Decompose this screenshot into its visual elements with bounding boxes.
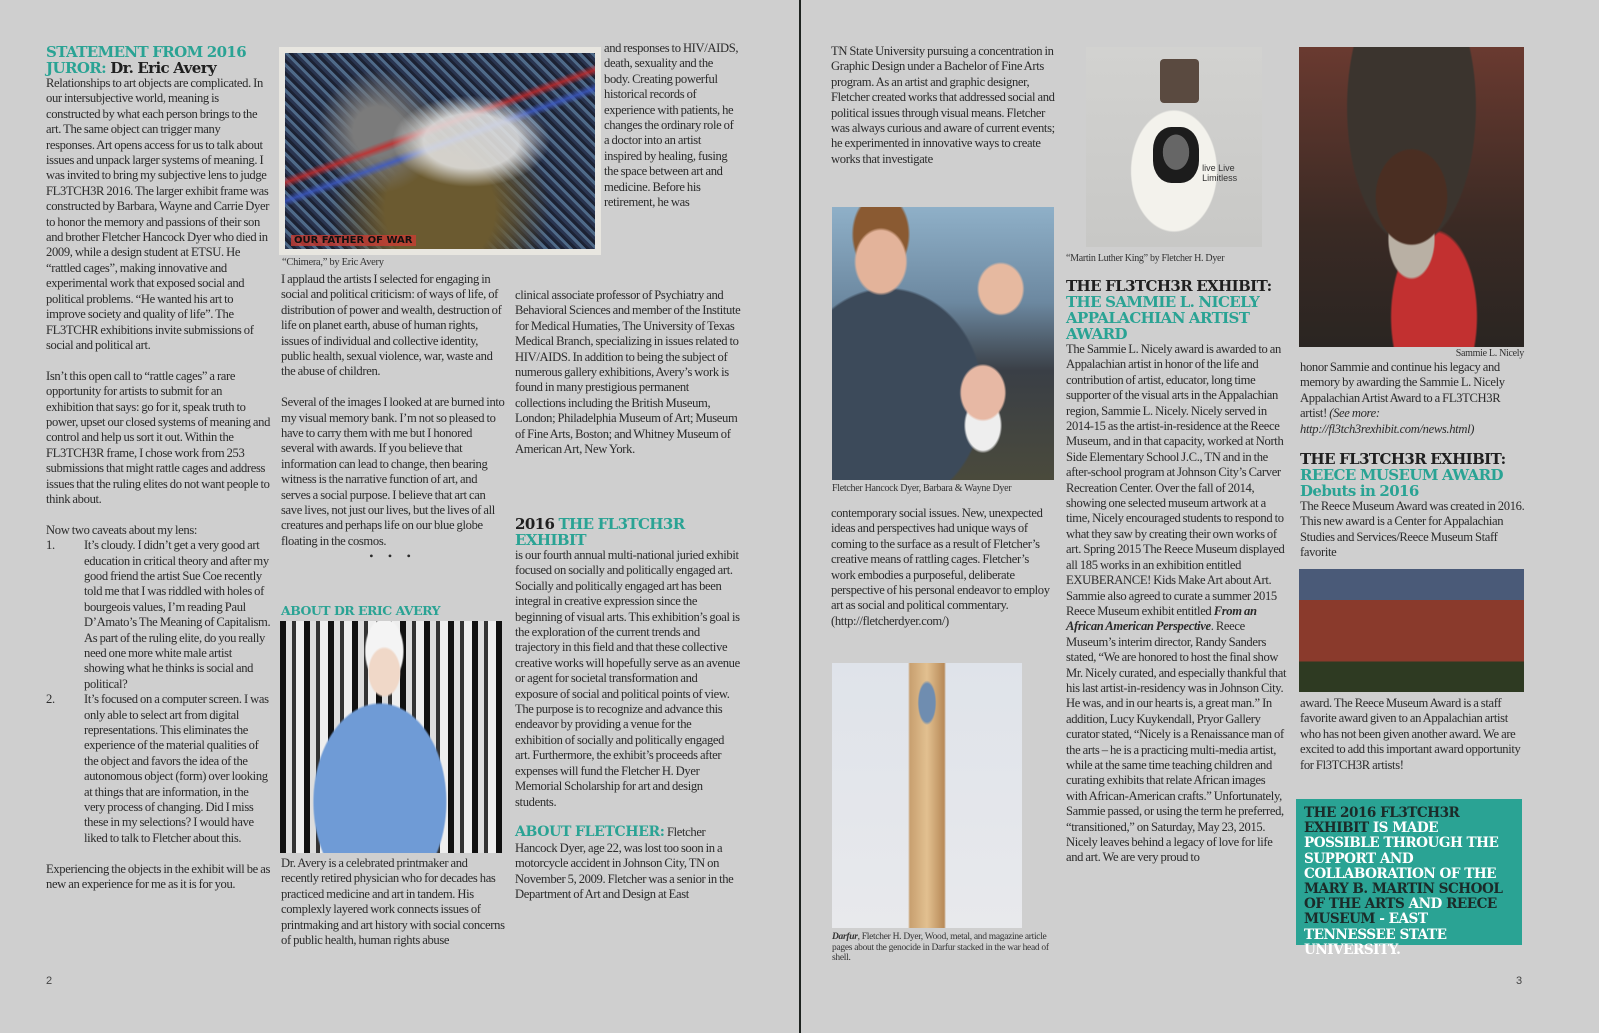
fletcher-continued-column bbox=[831, 44, 1055, 167]
credit-museum-name: REECE MUSEUM bbox=[1304, 896, 1497, 928]
sammie-nicely-photo bbox=[1299, 47, 1524, 347]
about-fletcher-text: Fletcher Hancock Dyer, age 22, was lost too soon in a motorcycle accident in Johnson City, TN on November 5, 2009. Fletcher was a senior in the Department of Art and Design at East bbox=[515, 825, 734, 901]
see-more-link[interactable]: (See more: http://fl3tch3rexhibit.com/news.html) bbox=[1300, 406, 1475, 436]
nicely-award-heading-prefix: THE FL3TCH3R EXHIBIT: bbox=[1066, 277, 1272, 295]
caveat-item bbox=[46, 692, 271, 846]
nicely-award-closing: honor Sammie and continue his legacy and memory by awarding the Sammie L. Nicely Appalachian Artist Award to a FL3TCH3R artist! bbox=[1300, 360, 1505, 421]
statement-heading bbox=[46, 44, 271, 76]
family-photo-caption: Fletcher Hancock Dyer, Barbara & Wayne Dyer bbox=[832, 483, 1012, 494]
grenade-caption: “Martin Luther King” by Fletcher H. Dyer bbox=[1066, 253, 1225, 264]
sponsor-credit-box bbox=[1296, 799, 1522, 958]
reece-museum-photo bbox=[1299, 569, 1524, 692]
statement-closing: Experiencing the objects in the exhibit will be as new an experience for me as it is for you. bbox=[46, 861, 271, 892]
reece-award-title: REECE MUSEUM AWARD bbox=[1300, 466, 1503, 484]
caveat-text: It’s cloudy. I didn’t get a very good art education in critical theory and after my good friend the artist Sue Coe recently told me that I was riddled with holes of bourgeois values, I’m reading Paul D’Amato’s The Meaning of Capitalism. As part of the ruling elite, do you really need one more white male artist showing what he thinks is social and political? bbox=[84, 538, 271, 691]
chimera-artwork-image bbox=[279, 47, 601, 255]
reece-award-subtitle: Debuts in 2016 bbox=[1300, 482, 1419, 500]
about-fletcher-heading: ABOUT FLETCHER: bbox=[515, 824, 665, 841]
darfur-caption-text: , Fletcher H. Dyer, Wood, metal, and magazine article pages about the genocide in Darfur stacked in the war head of shell. bbox=[832, 932, 1049, 963]
nicely-award-text bbox=[1066, 342, 1288, 866]
grenade-portrait bbox=[1153, 127, 1199, 183]
avery-bio-text: clinical associate professor of Psychiatry and Behavioral Sciences and member of the Institute for Medical Humaties, The University of Texas Medical Branch, specializing in issues related to HIV/AIDS. In addition to being the subject of numerous gallery exhibitions, Avery’s work is found in many prestigious permanent collections including the British Museum, London; Philadelphia Museum of Art; Museum of Fine Arts, Boston; and Whitney Museum of American Art, New York. bbox=[515, 288, 741, 457]
section-separator: • • • bbox=[369, 549, 417, 564]
reece-award-continued bbox=[1300, 696, 1526, 773]
darfur-caption bbox=[832, 932, 1050, 964]
nicely-award-text-c bbox=[1300, 360, 1526, 437]
chimera-caption: “Chimera,” by Eric Avery bbox=[282, 257, 384, 268]
credit-text: AND bbox=[1408, 896, 1442, 913]
grenade-lever bbox=[1160, 59, 1199, 103]
exhibit-year: 2016 bbox=[515, 515, 555, 533]
exhibit-text: is our fourth annual multi-national juried exhibit focused on socially and politically engaged art. Socially and politically engaged art has been integral in creative expression since the beginning of visual arts. This exhibition’s goal is the exploration of the current trends and trajectory in this field and that these collective creative works will hopefully serve as an avenue or agent for societal transformation and exposure of social and political points of view. The purpose is to recognize and advance this endeavor by providing a venue for the exhibition of socially and politically engaged art. Furthermore, the exhibit’s proceeds after expenses will fund the Fletcher H. Dyer Memorial Scholarship for art and design students. bbox=[515, 548, 740, 809]
grenade-artwork-text: live Live Limitless bbox=[1202, 163, 1238, 183]
page-number-left: 2 bbox=[46, 975, 53, 987]
nicely-award-continued bbox=[1300, 360, 1526, 437]
credit-text: IS MADE POSSIBLE THROUGH THE SUPPORT AND COLLABORATION OF THE bbox=[1304, 820, 1499, 882]
darfur-title: Darfur bbox=[832, 932, 858, 942]
mlk-grenade-artwork-image bbox=[1086, 47, 1262, 247]
nicely-award-text-a: The Sammie L. Nicely award is awarded to an Appalachian artist in honor of the life and contribution of artist, educator, long time supporter of the visual arts in the Appalachian region, Sammie L. Nicely. Nicely served in 2014-15 as the artist-in-residence at the Reece Museum, and in that capacity, worked at North Side Elementary School J.C., TN and in the after-school program at Johnson City’s Carver Recreation Center. Over the fall of 2014, showing one selected museum artwork at a time, Nicely encouraged students to respond to what they saw by creating their own works of art. Spring 2015 The Reece Museum displayed all 185 works in an exhibition entitled EXUBERANCE! Kids Make Art about Art. Sammie also agreed to curate a summer 2015 Reece Museum exhibit entitled bbox=[1066, 342, 1285, 618]
exhibit-heading bbox=[515, 516, 741, 548]
credit-university: - EAST TENNESSEE STATE UNIVERSITY. bbox=[1304, 911, 1447, 958]
credit-text: THE 2016 FL3TCH3R EXHIBIT bbox=[1304, 805, 1460, 837]
nicely-award-heading bbox=[1066, 278, 1288, 342]
chimera-artwork-text: OUR FATHER OF WAR bbox=[291, 235, 416, 246]
nicely-award-section bbox=[1066, 278, 1288, 866]
nicely-award-title: THE SAMMIE L. NICELY APPALACHIAN ARTIST AWARD bbox=[1066, 293, 1260, 343]
page-number-right: 3 bbox=[1516, 975, 1523, 987]
statement-heading-label: STATEMENT FROM 2016 JUROR: bbox=[46, 43, 247, 77]
juror-name: Dr. Eric Avery bbox=[110, 59, 217, 77]
reece-award-heading bbox=[1300, 451, 1526, 499]
statement-column bbox=[46, 44, 271, 892]
statement-paragraph: I applaud the artists I selected for engaging in social and political criticism: of ways of life, of distribution of power and wealth, destruction of life on planet earth, abuse of human rights, issues of individual and collective identity, public health, sexual violence, war, waste and the abuse of children. bbox=[281, 272, 502, 379]
eric-avery-photo bbox=[280, 621, 502, 853]
nicely-photo-caption: Sammie L. Nicely bbox=[1455, 348, 1524, 359]
avery-bio-column bbox=[281, 856, 505, 948]
page-gutter bbox=[799, 0, 801, 1033]
statement-paragraph: Isn’t this open call to “rattle cages” a rare opportunity for artists to submit for an exhibition that says: go for it, speak truth to power, upset our closed systems of meaning and control and help us sort it out. Within the FL3TCH3R frame, I chose work from 253 submissions that might rattle cages and address issues that the ruling elites do not want people to think about. bbox=[46, 368, 271, 506]
statement-continued-column bbox=[281, 272, 505, 565]
about-avery-heading: ABOUT DR ERIC AVERY bbox=[281, 603, 441, 618]
fletcher-continued-column-bottom bbox=[831, 506, 1055, 629]
darfur-artwork-image bbox=[832, 663, 1022, 928]
nicely-award-text-b: . Reece Museum’s interim director, Randy Sanders stated, “We are honored to host the final show Mr. Nicely curated, and especially thankful that his last artist-in-residency was in Johnson City. He was, and in our hearts is, a great man.” In addition, Lucy Kuykendall, Pryor Gallery curator stated, “Nicely is a Renaissance man of the arts – he is a practicing multi-media artist, while at the same time teaching children and curating exhibits that relate African images with African-American crafts.” Unfortunately, Sammie passed, or using the term he preferred, “transitioned,” on Saturday, May 23, 2015. Nicely leaves behind a legacy of love for life and art. We are very proud to bbox=[1066, 619, 1287, 865]
reece-award-text: The Reece Museum Award was created in 2016. This new award is a Center for Appalachian Studies and Services/Reece Museum Staff favorite bbox=[1300, 499, 1525, 560]
statement-paragraph: Now two caveats about my lens: bbox=[46, 522, 198, 537]
statement-paragraph: Relationships to art objects are complicated. In our intersubjective world, meaning is constructed by what each person brings to the art. The same object can trigger many responses. Art opens access for us to talk about issues and unpack larger systems of meaning. I was invited to bring my subjective lens to judge FL3TCH3R 2016. The larger exhibit frame was constructed by Barbara, Wayne and Carrie Dyer to honor the memory and passions of their son and brother Fletcher Hancock Dyer who died in 2009, while a design student at ETSU. He “rattled cages”, making innovative and experimental work that exposed social and political problems. “He wanted his art to improve society and quality of life”. The FL3TCHR exhibitions invite submissions of social and political art. bbox=[46, 76, 270, 352]
about-fletcher-paragraph bbox=[515, 825, 741, 902]
caveat-item bbox=[46, 538, 271, 692]
nicely-exhibit-title: From an African American Perspective bbox=[1066, 603, 1257, 634]
statement-paragraph: Several of the images I looked at are burned into my visual memory bank. I’m not so pleased to have to carry them with me but I honored several with awards. If you believe that information can lead to change, then bearing witness is the narrative function of art, and serves a social purpose. I believe that art can save lives, not just our lives, but the lives of all creatures and perhaps life on our blue globe floating in the cosmos. bbox=[281, 395, 505, 548]
avery-bio-continued bbox=[604, 41, 740, 210]
avery-bio-text: Dr. Avery is a celebrated printmaker and recently retired physician who for decades has practiced medicine and art in tandem. His complexly layered work connects issues of printmaking and art history with social concerns of public health, human rights abuse bbox=[281, 856, 505, 948]
avery-bio-text: and responses to HIV/AIDS, death, sexuality and the body. Creating powerful historical records of experience with patients, he changes the ordinary role of a doctor into an artist inspired by healing, fusing the space between art and medicine. Before his retirement, he was bbox=[604, 41, 739, 210]
exhibit-title: THE FL3TCH3R EXHIBIT bbox=[515, 515, 685, 549]
caveat-number: 2. bbox=[46, 692, 55, 707]
credit-school-name: MARY B. MARTIN SCHOOL OF THE ARTS bbox=[1304, 881, 1503, 913]
reece-award-text: award. The Reece Museum Award is a staff favorite award given to an Appalachian artist who has not been given another award. We are excited to add this important award opportunity for Fl3TCH3R artists! bbox=[1300, 696, 1521, 772]
exhibit-section bbox=[515, 516, 741, 902]
caveat-text: It’s focused on a computer screen. I was only able to select art from digital representations. This eliminates the experience of the material qualities of the object and favors the idea of the autonomous object (form) over looking at things that are information, in the very process of changing. Did I miss these in my selections? I would have liked to talk to Fletcher about this. bbox=[84, 692, 269, 845]
fletcher-text: TN State University pursuing a concentration in Graphic Design under a Bachelor of Fine Arts program. As an artist and graphic designer, Fletcher created works that addressed social and political issues through visual means. Fletcher was always curious and aware of current events; he experimented in innovative ways to create works that investigate bbox=[831, 44, 1055, 166]
reece-award-section bbox=[1300, 451, 1526, 561]
avery-bio-continued-wide bbox=[515, 288, 741, 457]
dyer-family-photo bbox=[832, 207, 1054, 480]
reece-award-heading-prefix: THE FL3TCH3R EXHIBIT: bbox=[1300, 450, 1506, 468]
fletcher-text: contemporary social issues. New, unexpected ideas and perspectives had unique ways of coming to the surface as a result of Fletcher’s creative means of rattling cages. Fletcher’s work embodies a purposeful, deliberate perspective of his personal endeavor to employ art as social and political commentary. (http://fletcherdyer.com/) bbox=[831, 506, 1050, 628]
caveat-number: 1. bbox=[46, 538, 55, 553]
